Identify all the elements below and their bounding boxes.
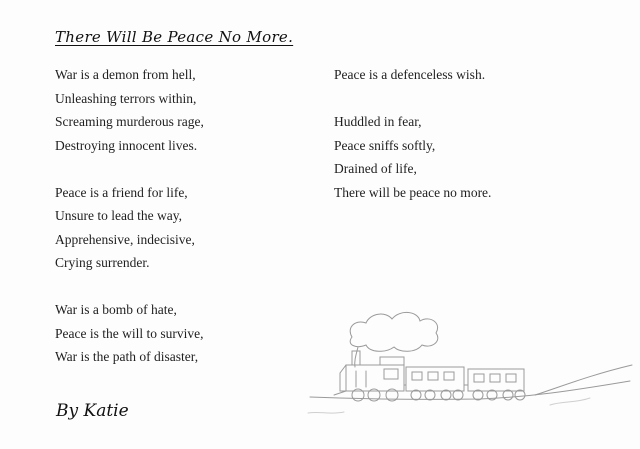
smoke-cloud <box>350 312 438 351</box>
track-line <box>310 381 630 399</box>
poem-line: Unleashing terrors within, <box>55 90 197 106</box>
locomotive <box>334 351 404 395</box>
hill-line <box>535 365 632 395</box>
poem-line: Drained of life, <box>334 161 417 176</box>
poem-line: War is a demon from hell, <box>55 67 196 82</box>
poem-line: Peace is a friend for life, <box>55 184 188 200</box>
carriage-1 <box>404 367 464 391</box>
stanza-gap <box>55 157 315 181</box>
poem-line: Huddled in fear, <box>334 114 422 129</box>
left-column <box>55 63 315 369</box>
stanza-gap <box>55 275 315 299</box>
right-column <box>334 63 614 204</box>
stanza-gap <box>334 87 614 111</box>
poem-line: Unsure to lead the way, <box>55 208 182 223</box>
carriage-2 <box>464 369 524 391</box>
poem-line: Peace is the will to survive, <box>55 325 204 341</box>
poem-title: There Will Be Peace No More. <box>55 28 294 46</box>
poem-line: War is a bomb of hate, <box>55 302 177 317</box>
smoke-stream <box>355 347 358 367</box>
poem-line: War is the path of disaster, <box>55 349 199 364</box>
author-signature: By Katie <box>56 401 129 421</box>
poem-line: Destroying innocent lives. <box>55 137 198 153</box>
poem-line: Apprehensive, indecisive, <box>55 231 195 247</box>
poem-line: Crying surrender. <box>55 255 150 270</box>
poem-line: There will be peace no more. <box>334 184 492 200</box>
steam-train-sketch <box>300 295 635 445</box>
poem-line: Screaming murderous rage, <box>55 114 204 129</box>
sketch-marks <box>308 398 590 413</box>
poem-line: Peace is a defenceless wish. <box>334 67 486 82</box>
poem-line: Peace sniffs softly, <box>334 137 436 153</box>
